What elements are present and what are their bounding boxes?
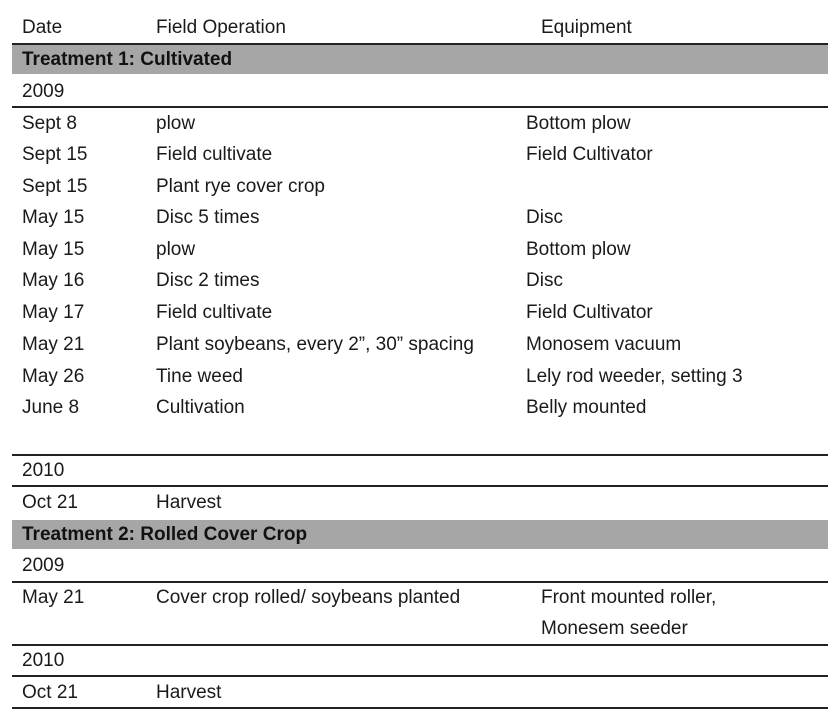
- row-operation: Cultivation: [156, 397, 245, 418]
- row-date: May 15: [22, 239, 85, 260]
- row-equipment: Belly mounted: [526, 397, 647, 418]
- row-date: Sept 15: [22, 176, 88, 197]
- header-equipment: Equipment: [541, 17, 632, 38]
- row-operation: Disc 5 times: [156, 207, 260, 228]
- row-operation: Plant soybeans, every 2”, 30” spacing: [156, 334, 474, 355]
- row-equipment: Front mounted roller,: [541, 587, 717, 608]
- row-operation: plow: [156, 113, 196, 134]
- row-date: Sept 8: [22, 113, 77, 134]
- row-date: Sept 15: [22, 144, 88, 165]
- row-equipment: Lely rod weeder, setting 3: [526, 366, 743, 387]
- year-label: 2009: [22, 555, 65, 576]
- row-equipment: Field Cultivator: [526, 302, 653, 323]
- row-operation: Tine weed: [156, 366, 243, 387]
- row-equipment: Bottom plow: [526, 239, 631, 260]
- row-operation: Field cultivate: [156, 144, 273, 165]
- treatment-title: Treatment 2: Rolled Cover Crop: [22, 524, 308, 545]
- header-field-operation: Field Operation: [156, 17, 286, 38]
- treatment-band: [12, 45, 828, 74]
- year-rule: [12, 106, 828, 108]
- row-equipment: Field Cultivator: [526, 144, 653, 165]
- year-rule: [12, 485, 828, 487]
- year-label: 2010: [22, 650, 65, 671]
- row-date: May 17: [22, 302, 85, 323]
- table-bottom-rule: [12, 707, 828, 709]
- row-date: May 16: [22, 270, 85, 291]
- row-operation: Field cultivate: [156, 302, 273, 323]
- row-operation: Harvest: [156, 492, 222, 513]
- row-equipment-line2: Monesem seeder: [541, 618, 688, 639]
- row-date: May 21: [22, 587, 85, 608]
- row-operation: plow: [156, 239, 196, 260]
- row-date: Oct 21: [22, 492, 78, 513]
- row-operation: Cover crop rolled/ soybeans planted: [156, 587, 461, 608]
- year-label: 2010: [22, 460, 65, 481]
- year-rule: [12, 675, 828, 677]
- treatment-title: Treatment 1: Cultivated: [22, 49, 233, 70]
- row-operation: Plant rye cover crop: [156, 176, 325, 197]
- year-label: 2009: [22, 81, 65, 102]
- row-equipment: Monosem vacuum: [526, 334, 682, 355]
- year-rule: [12, 644, 828, 646]
- year-rule: [12, 454, 828, 456]
- row-date: May 15: [22, 207, 85, 228]
- row-equipment: Bottom plow: [526, 113, 631, 134]
- row-equipment: Disc: [526, 207, 563, 228]
- row-operation: Harvest: [156, 682, 222, 703]
- row-operation: Disc 2 times: [156, 270, 260, 291]
- year-rule: [12, 581, 828, 583]
- row-date: May 21: [22, 334, 85, 355]
- treatment-band: [12, 520, 828, 549]
- header-date: Date: [22, 17, 63, 38]
- row-equipment: Disc: [526, 270, 563, 291]
- row-date: June 8: [22, 397, 80, 418]
- row-date: May 26: [22, 366, 85, 387]
- row-date: Oct 21: [22, 682, 78, 703]
